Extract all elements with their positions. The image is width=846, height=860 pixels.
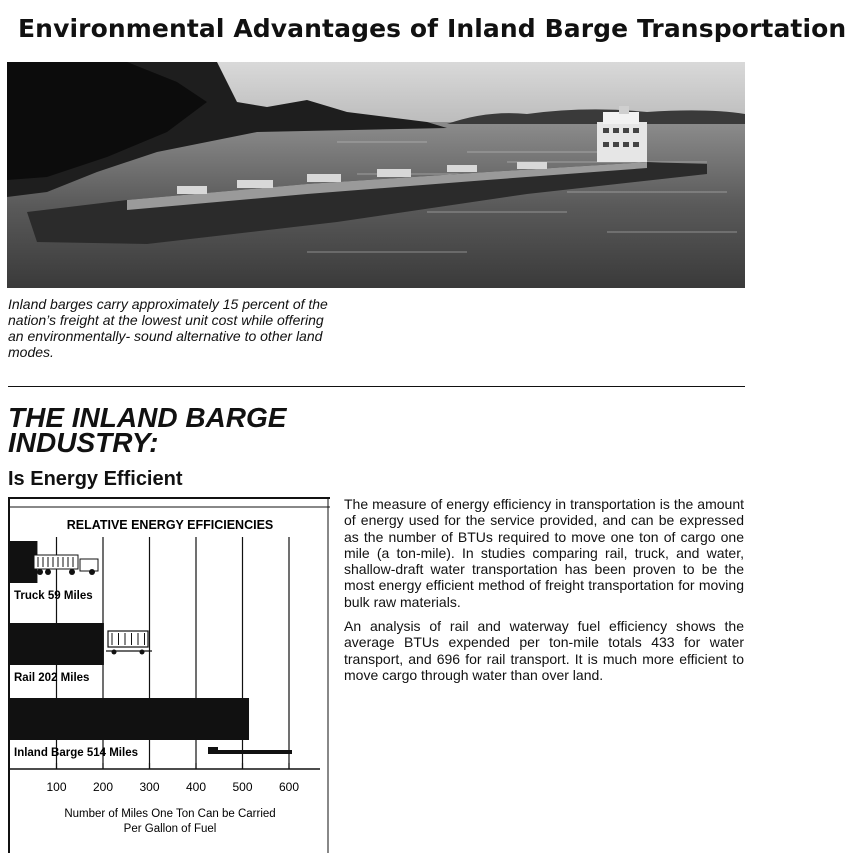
photo-caption: Inland barges carry approximately 15 percent of the nation’s freight at the lowest unit cost while offering an environmentally- sound alternative to other land modes. — [8, 296, 328, 360]
x-axis-label-line2: Per Gallon of Fuel — [123, 823, 217, 835]
body-paragraph-2: An analysis of rail and waterway fuel efficiency shows the average BTUs expended per ton-mile totals 433 for water transport, and 696 for rail transport. It is much more efficient to move cargo through water than over land. — [344, 618, 744, 683]
bar-label-0: Truck 59 Miles — [14, 590, 93, 602]
x-tick-label-500: 500 — [232, 780, 253, 794]
rail-hopper-car-icon — [106, 631, 152, 655]
energy-efficiency-chart — [8, 497, 330, 853]
bar-label-2: Inland Barge 514 Miles — [14, 747, 138, 759]
section-divider — [8, 386, 745, 387]
bar-truck — [10, 541, 37, 583]
section-title-line1: THE INLAND BARGE — [8, 402, 287, 433]
page-title: Environmental Advantages of Inland Barge Transportation — [18, 14, 846, 43]
barge-photo — [7, 62, 745, 288]
bar-label-1: Rail 202 Miles — [14, 672, 90, 684]
x-tick-label-300: 300 — [139, 780, 160, 794]
x-axis-label-line1: Number of Miles One Ton Can be Carried — [64, 808, 276, 820]
section-subtitle: Is Energy Efficient — [8, 468, 183, 490]
chart-canvas — [10, 499, 330, 853]
x-tick-label-600: 600 — [278, 780, 300, 794]
barge-icon — [208, 747, 292, 754]
x-tick-label-200: 200 — [92, 780, 114, 794]
section-title — [8, 402, 338, 458]
truck-icon — [34, 555, 98, 575]
chart-title: RELATIVE ENERGY EFFICIENCIES — [66, 518, 274, 532]
body-paragraph-1: The measure of energy efficiency in transportation is the amount of energy used for the service provided, and can be expressed as the number of BTUs required to move one ton of cargo one mile (a ton-mile). In studies comparing rail, truck, and water, shallow-draft water transportation has been proven to be the most energy efficient method of freight transportation for moving bulk raw materials. — [344, 496, 744, 610]
bar-inland-barge — [10, 698, 249, 740]
x-tick-label-400: 400 — [185, 780, 207, 794]
bar-rail — [10, 623, 104, 665]
x-tick-label-100: 100 — [46, 780, 67, 794]
section-title-line2: INDUSTRY: — [8, 427, 159, 458]
body-text — [344, 496, 744, 691]
